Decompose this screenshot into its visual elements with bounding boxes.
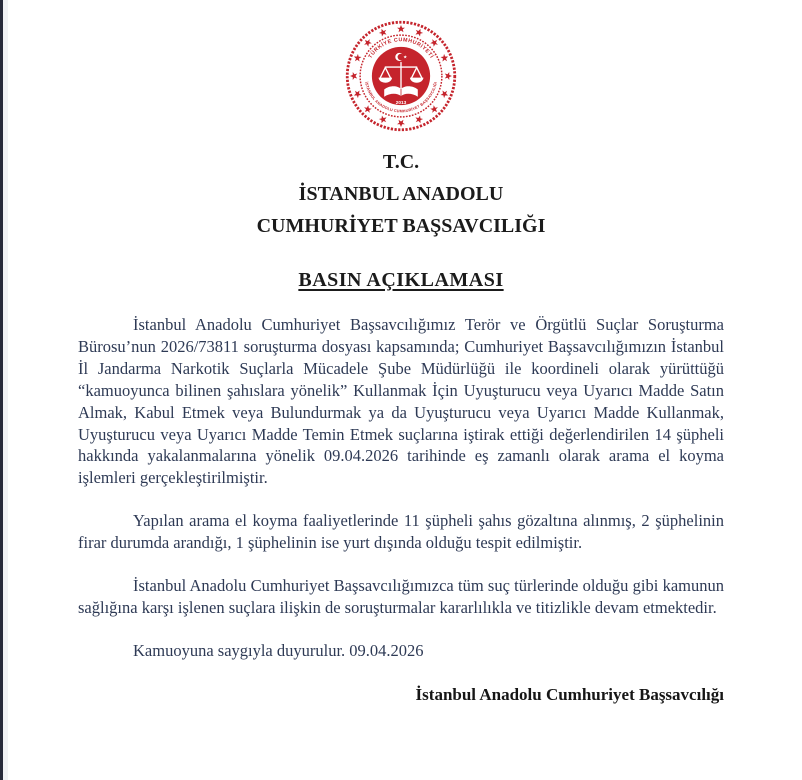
- paragraph-3: İstanbul Anadolu Cumhuriyet Başsavcılığımızca tüm suç türlerinde olduğu gibi kamunun sağlığına karşı işlenen suçlara ilişkin de soruşturmalar kararlılıkla ve titizlikle devam etmektedir.: [78, 576, 724, 617]
- signature-line: İstanbul Anadolu Cumhuriyet Başsavcılığı: [415, 684, 724, 704]
- letterhead: [0, 146, 802, 242]
- left-edge-shadow: [3, 0, 8, 780]
- paragraph-2: Yapılan arama el koyma faaliyetlerinde 11 şüpheli şahıs gözaltına alınmış, 2 şüphelinin firar durumda arandığı, 1 şüphelinin ise yurt dışında olduğu tespit edilmiştir.: [78, 511, 724, 553]
- letterhead-org-line2: CUMHURİYET BAŞSAVCILIĞI: [256, 215, 546, 237]
- emblem-year: 2013: [395, 101, 407, 106]
- emblem-icon: [342, 20, 460, 132]
- letterhead-org-line1: İSTANBUL ANADOLU: [298, 183, 504, 205]
- paragraph-1: İstanbul Anadolu Cumhuriyet Başsavcılığımız Terör ve Örgütlü Suçlar Soruşturma Bürosu’nun 2026/73811 soruşturma dosyası kapsamında; Cumhuriyet Başsavcılığımızın İstanbul İl Jandarma Narkotik Suçlarla Mücadele Şube Müdürlüğü ile koordineli olarak yürüttüğü “kamuoyunca bilinen şahıslara yönelik” Kullanmak İçin Uyuşturucu veya Uyarıcı Madde Satın Almak, Kabul Etmek veya Bulundurmak ya da Uyuşturucu veya Uyarıcı Madde Kullanmak, Uyuşturucu veya Uyarıcı Madde Temin Etmek suçlarına iştirak ettiği değerlendirilen 14 şüpheli hakkında yakalanmalarına yönelik 09.04.2026 tarihinde eş zamanlı olarak arama el koyma işlemleri gerçekleştirilmiştir.: [78, 315, 724, 488]
- closing-line: Kamuoyuna saygıyla duyurulur. 09.04.2026: [133, 640, 424, 660]
- document-title: BASIN AÇIKLAMASI: [298, 269, 504, 291]
- prosecutor-office-emblem-logo: [342, 20, 460, 132]
- letterhead-tc: T.C.: [382, 151, 420, 173]
- document-body: [78, 314, 724, 706]
- emblem-arc-top-text: TÜRKİYE CUMHURİYETİ: [367, 37, 435, 60]
- emblem-arc-bottom-text: İSTANBUL ANADOLU CUMHURİYET BAŞSAVCILIĞI: [364, 81, 438, 114]
